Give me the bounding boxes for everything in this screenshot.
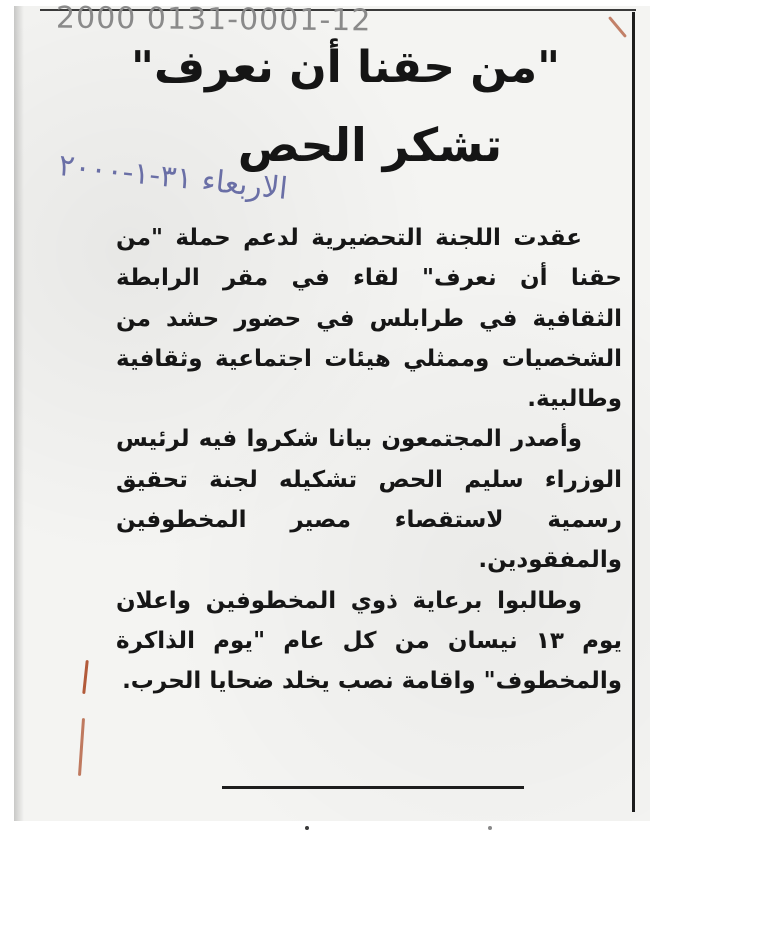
bottom-rule: [222, 786, 524, 789]
handwritten-date: الاربعاء ٣١-١-٢٠٠٠: [56, 148, 290, 207]
article-body: [116, 218, 622, 702]
article-paragraph-2: وأصدر المجتمعون بيانا شكروا فيه لرئيس الوزراء سليم الحص تشكيله لجنة تحقيق رسمية لاستقصاء مصير المخطوفين والمفقودين.: [116, 426, 622, 574]
scan-shadow: [14, 6, 24, 821]
speck: [488, 826, 492, 830]
archive-code: 2000 0131-0001-12: [55, 0, 372, 39]
article-paragraph-1: عقدت اللجنة التحضيرية لدعم حملة "من حقنا أن نعرف" لقاء في مقر الرابطة الثقافية في طرابلس في حضور حشد من الشخصيات وممثلي هيئات اجتماعية وثقافية وطالبية.: [116, 225, 622, 413]
headline-line-2: تشكر الحص: [237, 118, 503, 172]
speck: [305, 826, 309, 830]
column-rule: [632, 12, 635, 812]
headline-line-1: "من حقنا أن نعرف": [131, 42, 560, 93]
article-paragraph-3: وطالبوا برعاية ذوي المخطوفين واعلان يوم ١٣ نيسان من كل عام "يوم الذاكرة والمخطوف" واقامة نصب يخلد ضحايا الحرب.: [116, 587, 623, 695]
